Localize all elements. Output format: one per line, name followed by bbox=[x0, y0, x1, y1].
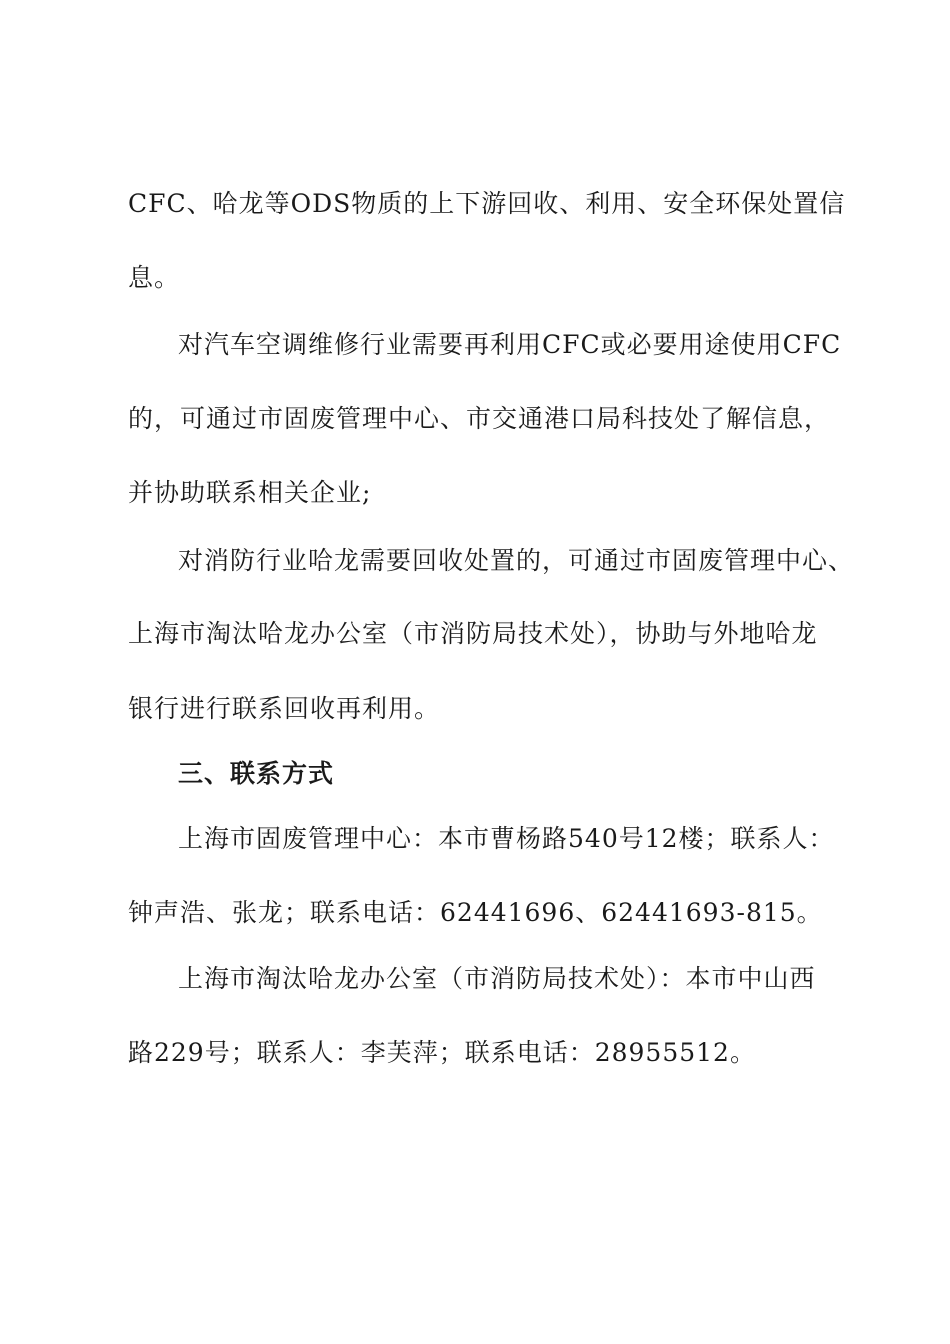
paragraph-3-line-3: 银行进行联系回收再利用。 bbox=[128, 694, 441, 723]
paragraph-2-line-1: 对汽车空调维修行业需要再利用CFC或必要用途使用CFC bbox=[178, 330, 842, 359]
contact-1-line-2: 钟声浩、张龙；联系电话：62441696、62441693-815。 bbox=[128, 898, 823, 927]
paragraph-1-line-2: 息。 bbox=[128, 263, 181, 292]
paragraph-2-line-2: 的，可通过市固废管理中心、市交通港口局科技处了解信息， bbox=[128, 404, 831, 433]
paragraph-3-line-2: 上海市淘汰哈龙办公室（市消防局技术处），协助与外地哈龙 bbox=[128, 619, 818, 648]
paragraph-3-line-1: 对消防行业哈龙需要回收处置的，可通过市固废管理中心、 bbox=[178, 546, 855, 575]
contact-2-line-1: 上海市淘汰哈龙办公室（市消防局技术处）：本市中山西 bbox=[178, 964, 816, 993]
section-heading: 三、联系方式 bbox=[178, 759, 335, 788]
contact-1-line-1: 上海市固废管理中心：本市曹杨路540号12楼；联系人： bbox=[178, 824, 835, 853]
contact-2-line-2: 路229号；联系人：李芙萍；联系电话：28955512。 bbox=[128, 1038, 756, 1067]
paragraph-1-line-1: CFC、哈龙等ODS物质的上下游回收、利用、安全环保处置信 bbox=[128, 189, 846, 218]
paragraph-2-line-3: 并协助联系相关企业; bbox=[128, 478, 372, 507]
